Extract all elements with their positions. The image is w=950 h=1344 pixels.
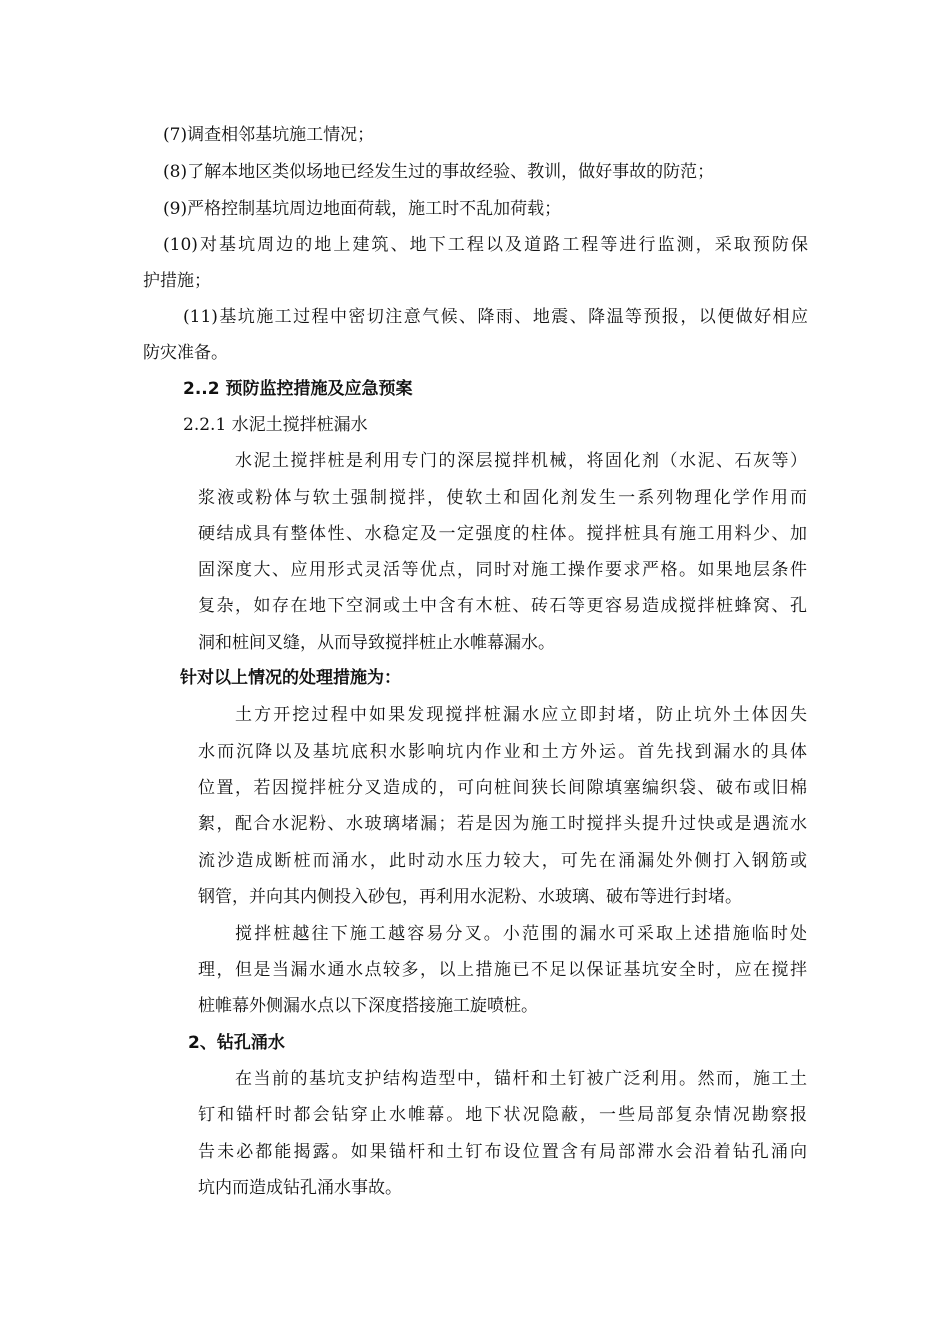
list-item-11-line1: (11)基坑施工过程中密切注意气候、降雨、地震、降温等预报，以便做好相应 (183, 307, 808, 327)
para1-line: 复杂，如存在地下空洞或土中含有木桩、砖石等更容易造成搅拌桩蜂窝、孔 (198, 596, 807, 616)
para3-line: 搅拌桩越往下施工越容易分叉。小范围的漏水可采取上述措施临时处 (235, 924, 807, 944)
para4-line: 在当前的基坑支护结构造型中，锚杆和土钉被广泛利用。然而，施工土 (235, 1069, 807, 1089)
para4-line: 告未必都能揭露。如果锚杆和土钉布设位置含有局部滞水会沿着钻孔涌向 (198, 1142, 807, 1162)
para2-line: 位置，若因搅拌桩分叉造成的，可向桩间狭长间隙填塞编织袋、破布或旧棉 (198, 778, 807, 798)
list-item-11-line2: 防灾准备。 (143, 343, 228, 363)
para2-line: 水而沉降以及基坑底积水影响坑内作业和土方外运。首先找到漏水的具体 (198, 742, 807, 762)
para2-line: 土方开挖过程中如果发现搅拌桩漏水应立即封堵，防止坑外土体因失 (235, 705, 807, 725)
list-item-10-line1: (10)对基坑周边的地上建筑、地下工程以及道路工程等进行监测，采取预防保 (163, 235, 808, 255)
para2-line: 流沙造成断桩而涌水，此时动水压力较大，可先在涌漏处外侧打入钢筋或 (198, 851, 807, 871)
para3-line: 桩帷幕外侧漏水点以下深度搭接施工旋喷桩。 (198, 996, 538, 1016)
para1-line: 固深度大、应用形式灵活等优点，同时对施工操作要求严格。如果地层条件 (198, 560, 807, 580)
para4-line: 坑内而造成钻孔涌水事故。 (198, 1178, 402, 1198)
para4-line: 钉和锚杆时都会钻穿止水帷幕。地下状况隐蔽，一些局部复杂情况勘察报 (198, 1105, 807, 1125)
para1-line: 硬结成具有整体性、水稳定及一定强度的柱体。搅拌桩具有施工用料少、加 (198, 524, 807, 544)
subheading-2-2-1: 2.2.1 水泥土搅拌桩漏水 (183, 415, 368, 435)
measures-heading: 针对以上情况的处理措施为： (180, 668, 401, 688)
section-heading-2: 2、钻孔涌水 (188, 1033, 285, 1053)
list-item-7: (7)调查相邻基坑施工情况； (163, 125, 375, 145)
para2-line: 絮，配合水泥粉、水玻璃堵漏；若是因为施工时搅拌头提升过快或是遇流水 (198, 814, 807, 834)
para2-line: 钢管，并向其内侧投入砂包，再利用水泥粉、水玻璃、破布等进行封堵。 (198, 887, 742, 907)
para3-line: 理，但是当漏水通水点较多，以上措施已不足以保证基坑安全时，应在搅拌 (198, 960, 807, 980)
para1-line: 水泥土搅拌桩是利用专门的深层搅拌机械，将固化剂（水泥、石灰等） (235, 451, 807, 471)
list-item-9: (9)严格控制基坑周边地面荷载，施工时不乱加荷载； (163, 199, 562, 219)
para1-line: 浆液或粉体与软土强制搅拌，使软土和固化剂发生一系列物理化学作用而 (198, 488, 807, 508)
list-item-10-line2: 护措施； (143, 271, 211, 291)
section-heading-2-2: 2..2 预防监控措施及应急预案 (183, 379, 413, 399)
para1-line: 洞和桩间叉缝，从而导致搅拌桩止水帷幕漏水。 (198, 633, 555, 653)
list-item-8: (8)了解本地区类似场地已经发生过的事故经验、教训，做好事故的防范； (163, 162, 715, 182)
